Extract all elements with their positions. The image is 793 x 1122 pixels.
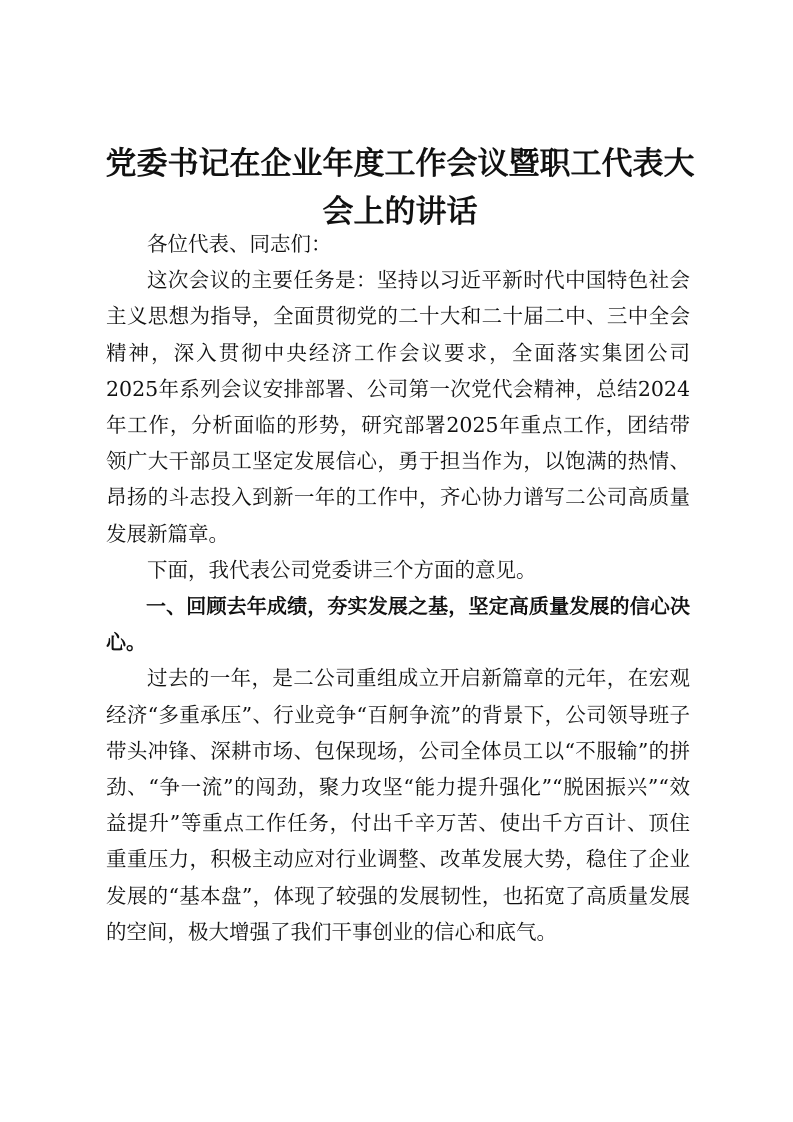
body-paragraph-1: 这次会议的主要任务是：坚持以习近平新时代中国特色社会主义思想为指导，全面贯彻党的二十大和二十届二中、三中全会精神，深入贯彻中央经济工作会议要求，全面落实集团公司2025年系列会议安排部署、公司第一次党代会精神，总结2024年工作，分析面临的形势，研究部署2025年重点工作，团结带领广大干部员工坚定发展信心，勇于担当作为，以饱满的热情、昂扬的斗志投入到新一年的工作中，齐心协力谱写二公司高质量发展新篇章。 — [106, 268, 690, 546]
document-title: 党委书记在企业年度工作会议暨职工代表大会上的讲话 — [105, 146, 695, 230]
section-heading: 一、回顾去年成绩，夯实发展之基，坚定高质量发展的信心决心。 — [106, 594, 690, 655]
body-paragraph-2: 下面，我代表公司党委讲三个方面的意见。 — [147, 557, 537, 582]
salutation: 各位代表、同志们： — [147, 232, 332, 256]
document-body — [106, 226, 690, 950]
section-paragraph: 过去的一年，是二公司重组成立开启新篇章的元年，在宏观经济“多重承压”、行业竞争“百舸争流”的背景下，公司领导班子带头冲锋、深耕市场、包保现场，公司全体员工以“不服输”的拼劲、“争一流”的闯劲，聚力攻坚“能力提升强化”“脱困振兴”“效益提升”等重点工作任务，付出千辛万苦、使出千方百计、顶住重重压力，积极主动应对行业调整、改革发展大势，稳住了企业发展的“基本盘”，体现了较强的发展韧性，也拓宽了高质量发展的空间，极大增强了我们干事创业的信心和底气。 — [106, 666, 690, 944]
